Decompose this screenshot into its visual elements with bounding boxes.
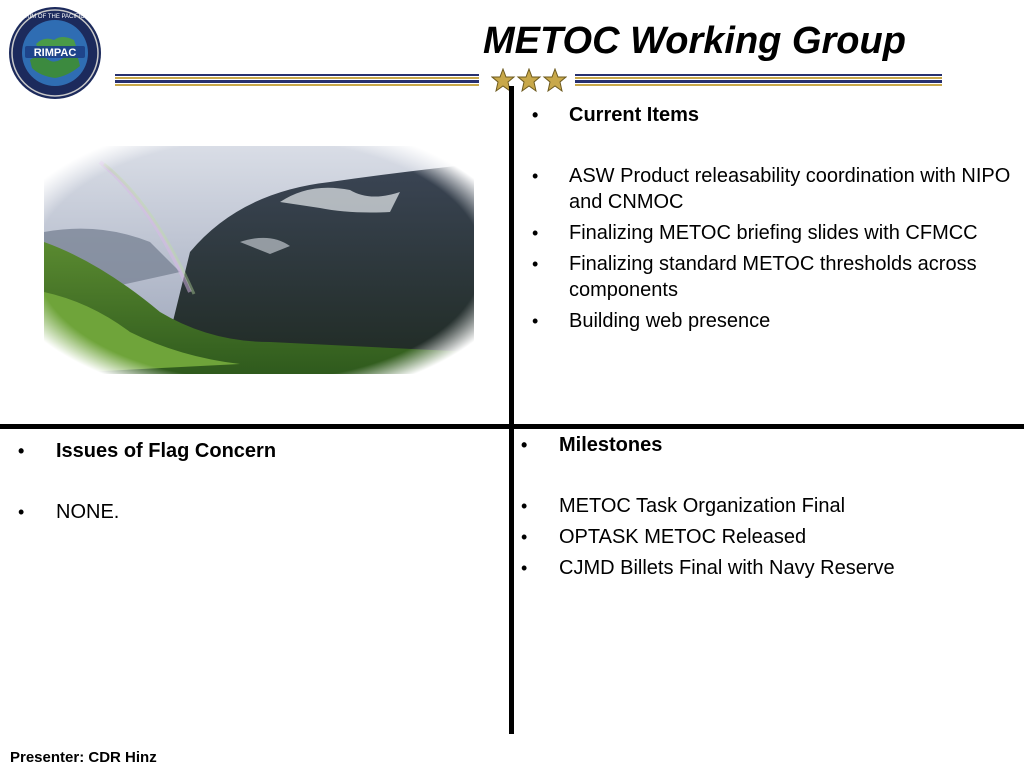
list-item: • Finalizing METOC briefing slides with CFMCC bbox=[569, 220, 1014, 246]
milestones-heading: • Milestones bbox=[559, 432, 1009, 458]
current-items-section bbox=[569, 102, 1014, 339]
page-title: METOC Working Group bbox=[483, 20, 906, 62]
header-stripe-left bbox=[115, 73, 479, 87]
list-item: • CJMD Billets Final with Navy Reserve bbox=[559, 555, 1009, 581]
list-item: • METOC Task Organization Final bbox=[559, 493, 1009, 519]
issues-heading: • Issues of Flag Concern bbox=[56, 438, 496, 464]
presenter-label: Presenter: CDR Hinz bbox=[10, 749, 157, 766]
milestones-section bbox=[559, 432, 1009, 586]
issues-section bbox=[56, 438, 496, 530]
three-stars-icon bbox=[491, 68, 567, 94]
svg-text:RIM OF THE PACIFIC: RIM OF THE PACIFIC bbox=[25, 14, 85, 20]
svg-text:RIMPAC: RIMPAC bbox=[33, 47, 77, 59]
landscape-photo bbox=[40, 142, 478, 378]
list-item: • Building web presence bbox=[569, 308, 1014, 334]
horizontal-divider bbox=[0, 424, 1024, 429]
list-item: • OPTASK METOC Released bbox=[559, 524, 1009, 550]
rimpac-logo bbox=[8, 6, 102, 100]
vertical-divider bbox=[509, 86, 514, 734]
list-item: • Finalizing standard METOC thresholds across components bbox=[569, 251, 1014, 303]
current-items-heading: • Current Items bbox=[569, 102, 1014, 128]
header-stripe-right bbox=[575, 73, 942, 87]
list-item: • ASW Product releasability coordination with NIPO and CNMOC bbox=[569, 163, 1014, 215]
list-item: • NONE. bbox=[56, 499, 496, 525]
